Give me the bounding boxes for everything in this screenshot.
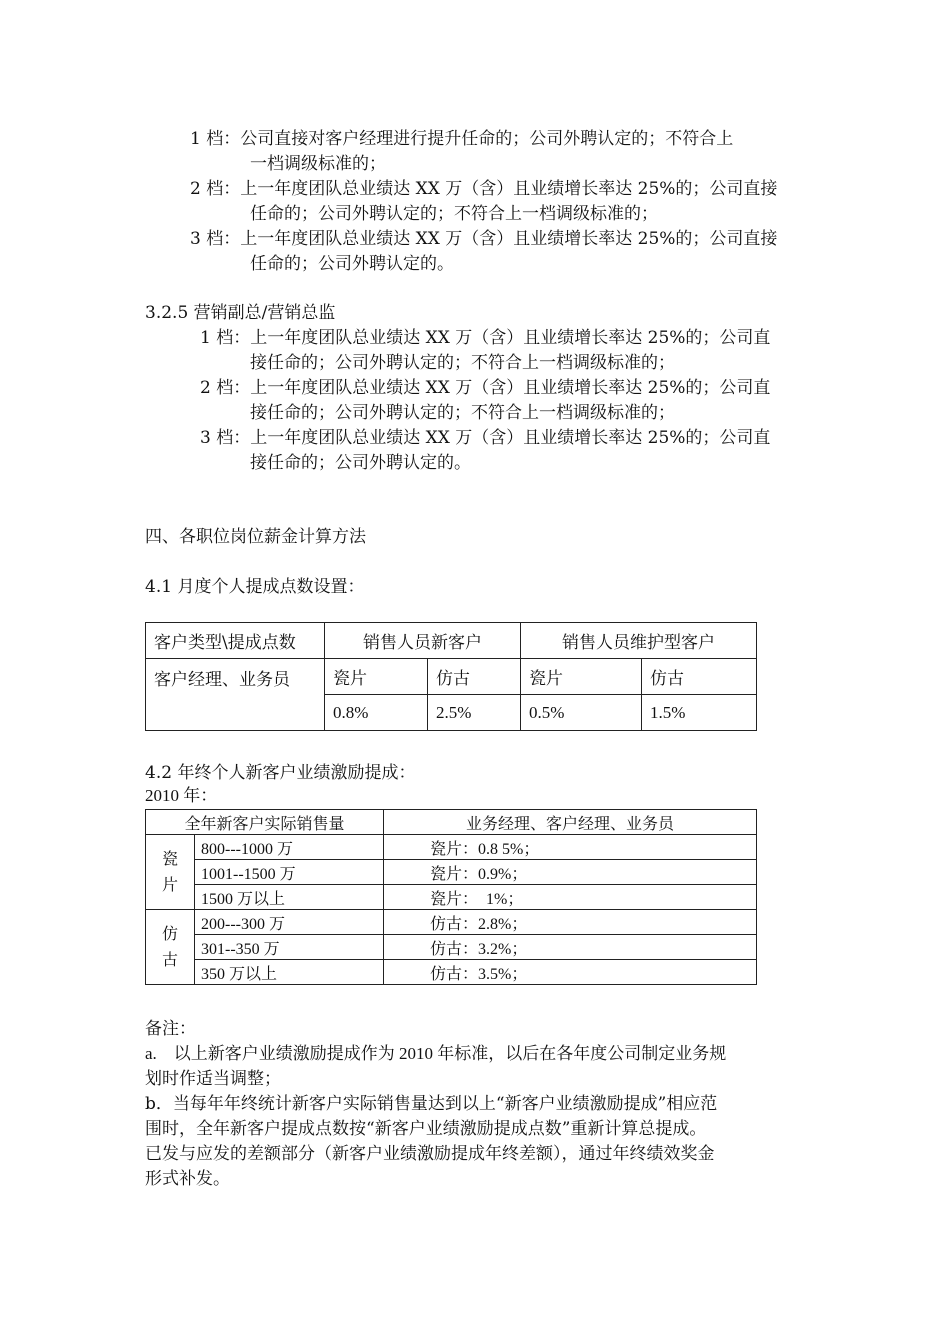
header-cell: 销售人员维护型客户 [521,623,757,659]
header-cell: 业务经理、客户经理、业务员 [384,810,757,835]
category-cell-antique [146,910,195,985]
tier-2-line1: 2 档：上一年度团队总业绩达 XX 万（含）且业绩增长率达 25%的；公司直接 [190,179,778,199]
tier-3-line2: 接任命的；公司外聘认定的。 [250,453,471,473]
tier-2-line1: 2 档：上一年度团队总业绩达 XX 万（含）且业绩增长率达 25%的；公司直 [200,378,771,398]
header-cell: 销售人员新客户 [325,623,521,659]
range-cell: 350 万以上 [195,960,384,985]
section-4-heading: 四、各职位岗位薪金计算方法 [145,527,366,547]
rate-cell: 瓷片： 1%； [384,885,757,910]
value-cell: 2.5% [428,695,521,731]
annual-incentive-table [145,809,757,985]
note-line: b．当每年年终统计新客户实际销售量达到以上“新客户业绩激励提成”相应范 [145,1094,718,1114]
rate-cell: 瓷片：0.8 5%； [384,835,757,860]
tier-2-line2: 接任命的；公司外聘认定的；不符合上一档调级标准的； [250,403,675,423]
tier-1-line2: 一档调级标准的； [250,154,386,174]
range-cell: 200---300 万 [195,910,384,935]
subheader-cell: 仿古 [428,659,521,695]
row-label: 客户经理、业务员 [146,659,325,731]
category-cell-tile [146,835,195,910]
category-label: 瓷片 [161,849,178,894]
subheader-cell: 瓷片 [325,659,428,695]
subheader-cell: 仿古 [642,659,757,695]
tier-3-line2: 任命的；公司外聘认定的。 [250,254,454,274]
header-cell: 客户类型\提成点数 [146,623,325,659]
tier-1-line1: 1 档：上一年度团队总业绩达 XX 万（含）且业绩增长率达 25%的；公司直 [200,328,771,348]
notes-title: 备注： [145,1019,196,1039]
rate-cell: 仿古：2.8%； [384,910,757,935]
category-label: 仿古 [161,924,178,969]
tier-2-line2: 任命的；公司外聘认定的；不符合上一档调级标准的； [250,204,658,224]
range-cell: 1001--1500 万 [195,860,384,885]
value-cell: 0.5% [521,695,642,731]
tier-1-line2: 接任命的；公司外聘认定的；不符合上一档调级标准的； [250,353,675,373]
monthly-commission-table [145,622,757,731]
section-42-heading: 4.2 年终个人新客户业绩激励提成： [145,763,416,783]
range-cell: 800---1000 万 [195,835,384,860]
note-line: 围时，全年新客户提成点数按“新客户业绩激励提成点数”重新计算总提成。 [145,1119,707,1139]
tier-1-line1: 1 档：公司直接对客户经理进行提升任命的；公司外聘认定的；不符合上 [190,129,734,149]
note-line: 划时作适当调整； [145,1069,281,1089]
rate-cell: 瓷片：0.9%； [384,860,757,885]
subheader-cell: 瓷片 [521,659,642,695]
tier-3-line1: 3 档：上一年度团队总业绩达 XX 万（含）且业绩增长率达 25%的；公司直 [200,428,771,448]
note-line: a. 以上新客户业绩激励提成作为 2010 年标准，以后在各年度公司制定业务规 [145,1044,727,1063]
tier-3-line1: 3 档：上一年度团队总业绩达 XX 万（含）且业绩增长率达 25%的；公司直接 [190,229,778,249]
range-cell: 1500 万以上 [195,885,384,910]
section-325-heading: 3.2.5 营销副总/营销总监 [145,303,336,323]
note-line: 已发与应发的差额部分（新客户业绩激励提成年终差额），通过年终绩效奖金 [145,1144,715,1164]
rate-cell: 仿古：3.2%； [384,935,757,960]
header-cell: 全年新客户实际销售量 [146,810,384,835]
section-41-heading: 4.1 月度个人提成点数设置： [145,577,365,597]
year-label: 2010 年： [145,786,218,805]
value-cell: 1.5% [642,695,757,731]
range-cell: 301--350 万 [195,935,384,960]
rate-cell: 仿古：3.5%； [384,960,757,985]
value-cell: 0.8% [325,695,428,731]
note-line: 形式补发。 [145,1169,230,1189]
